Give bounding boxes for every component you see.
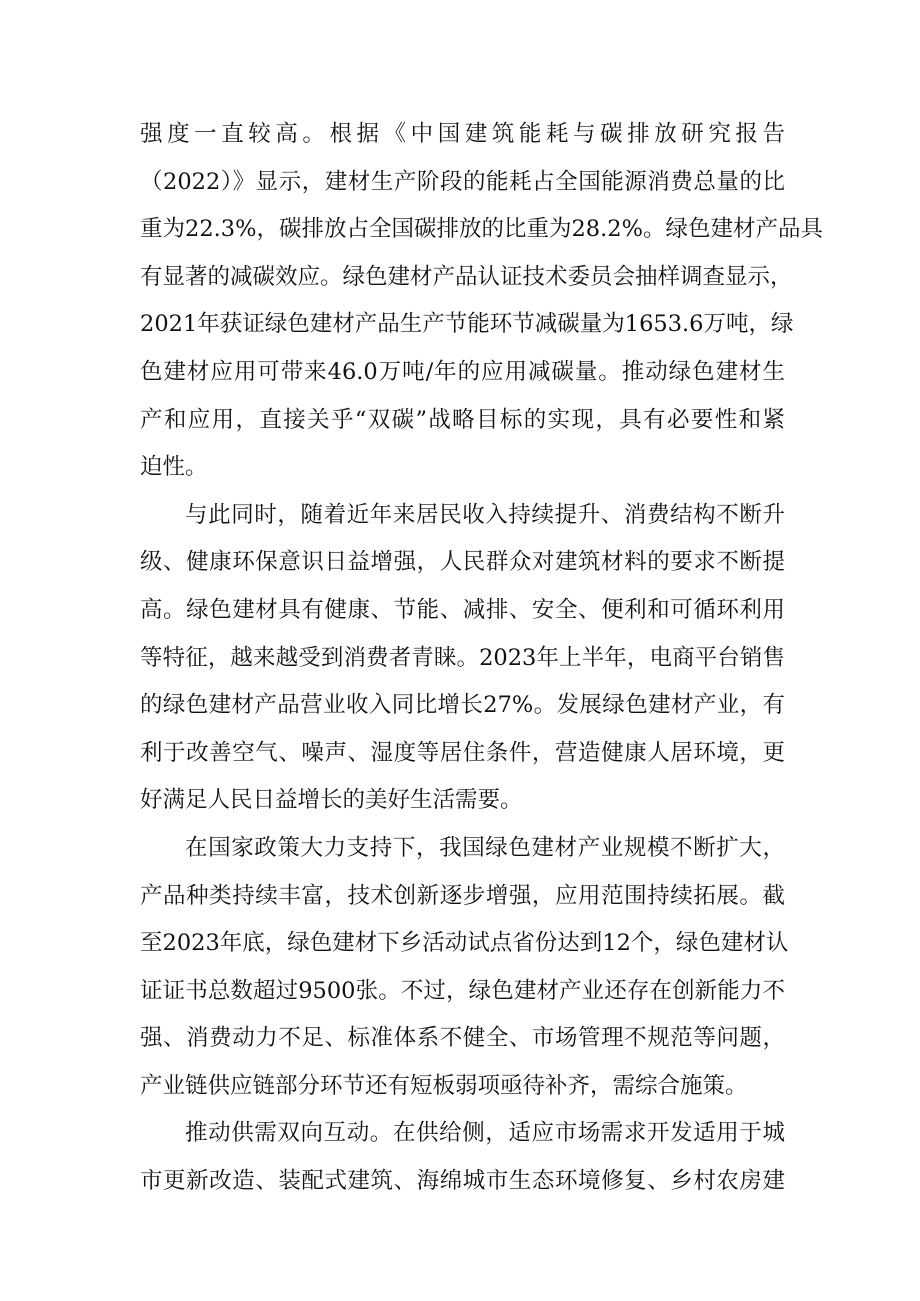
- text-line: 重为22.3%，碳排放占全国碳排放的比重为28.2%。绿色建材产品具: [140, 216, 823, 243]
- text-line: 市更新改造、装配式建筑、海绵城市生态环境修复、乡村农房建: [140, 1168, 785, 1195]
- text-line: 的绿色建材产品营业收入同比增长27%。发展绿色建材产业，有: [140, 692, 785, 719]
- text-line: 级、健康环保意识日益增强，人民群众对建筑材料的要求不断提: [140, 549, 785, 576]
- text-line: 推动供需双向互动。在供给侧，适应市场需求开发适用于城: [185, 1120, 785, 1147]
- text-line: 等特征，越来越受到消费者青睐。2023年上半年，电商平台销售: [140, 644, 785, 671]
- text-line: 强、消费动力不足、标准体系不健全、市场管理不规范等问题，: [140, 1025, 785, 1052]
- text-line: 2021年获证绿色建材产品生产节能环节减碳量为1653.6万吨，绿: [140, 311, 794, 338]
- text-line: 产业链供应链部分环节还有短板弱项亟待补齐，需综合施策。: [140, 1072, 748, 1099]
- text-line: 产和应用，直接关乎“双碳”战略目标的实现，具有必要性和紧: [140, 406, 785, 433]
- text-line: 高。绿色建材具有健康、节能、减排、安全、便利和可循环利用: [140, 596, 785, 623]
- text-line: 在国家政策大力支持下，我国绿色建材产业规模不断扩大，: [185, 834, 785, 861]
- text-line: 迫性。: [140, 454, 208, 481]
- text-line: 利于改善空气、噪声、湿度等居住条件，营造健康人居环境，更: [140, 739, 785, 766]
- text-line: 好满足人民日益增长的美好生活需要。: [140, 787, 523, 814]
- text-line: 有显著的减碳效应。绿色建材产品认证技术委员会抽样调查显示，: [140, 263, 793, 290]
- body-text: [140, 111, 823, 1206]
- text-line: （2022）》显示，建材生产阶段的能耗占全国能源消费总量的比: [140, 168, 785, 195]
- text-line: 与此同时，随着近年来居民收入持续提升、消费结构不断升: [185, 501, 785, 528]
- text-line: 产品种类持续丰富，技术创新逐步增强，应用范围持续拓展。截: [140, 882, 785, 909]
- text-line: 证证书总数超过9500张。不过，绿色建材产业还存在创新能力不: [140, 977, 785, 1004]
- text-line: 色建材应用可带来46.0万吨/年的应用减碳量。推动绿色建材生: [140, 358, 785, 385]
- text-line: 强度一直较高。根据《中国建筑能耗与碳排放研究报告: [140, 121, 785, 147]
- text-line: 至2023年底，绿色建材下乡活动试点省份达到12个，绿色建材认: [140, 930, 789, 957]
